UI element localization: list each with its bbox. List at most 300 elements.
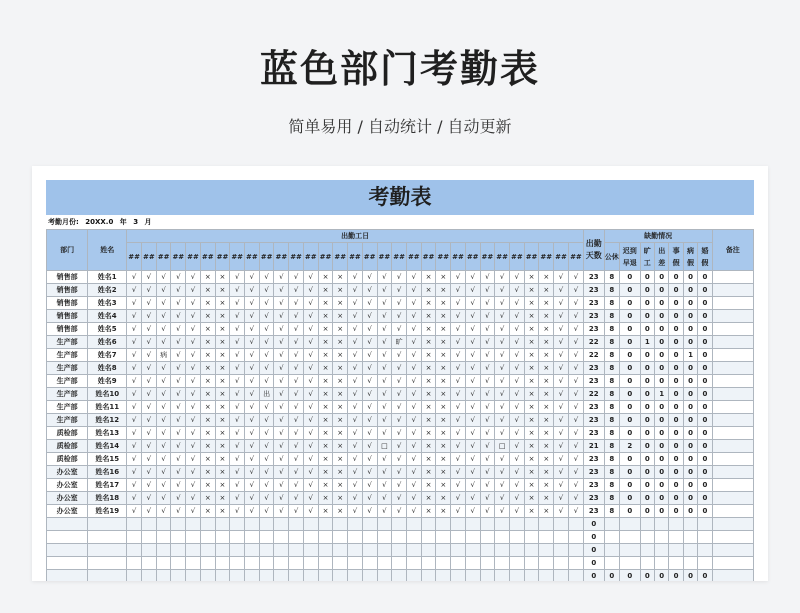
day-mark-cell[interactable]: √ <box>274 297 289 310</box>
day-mark-cell[interactable] <box>406 544 421 557</box>
day-mark-cell[interactable]: × <box>318 375 333 388</box>
day-mark-cell[interactable] <box>465 518 480 531</box>
day-mark-cell[interactable]: √ <box>230 310 245 323</box>
day-mark-cell[interactable]: √ <box>377 401 392 414</box>
day-mark-cell[interactable]: × <box>436 297 451 310</box>
day-mark-cell[interactable]: √ <box>392 479 407 492</box>
day-mark-cell[interactable]: √ <box>377 297 392 310</box>
day-mark-cell[interactable]: √ <box>127 375 142 388</box>
day-mark-cell[interactable]: √ <box>480 323 495 336</box>
day-mark-cell[interactable]: × <box>215 362 230 375</box>
day-mark-cell[interactable]: √ <box>495 336 510 349</box>
day-mark-cell[interactable]: √ <box>554 479 569 492</box>
day-mark-cell[interactable]: √ <box>348 440 363 453</box>
day-mark-cell[interactable]: √ <box>186 388 201 401</box>
day-mark-cell[interactable]: × <box>333 479 348 492</box>
day-mark-cell[interactable]: √ <box>509 453 524 466</box>
day-mark-cell[interactable]: √ <box>348 284 363 297</box>
day-mark-cell[interactable]: √ <box>186 297 201 310</box>
day-mark-cell[interactable] <box>421 544 436 557</box>
day-mark-cell[interactable]: × <box>215 310 230 323</box>
day-mark-cell[interactable] <box>495 544 510 557</box>
day-mark-cell[interactable]: √ <box>509 401 524 414</box>
remark-cell[interactable] <box>712 466 753 479</box>
day-mark-cell[interactable] <box>392 531 407 544</box>
day-mark-cell[interactable]: √ <box>392 375 407 388</box>
day-mark-cell[interactable]: √ <box>245 336 260 349</box>
day-mark-cell[interactable] <box>259 570 274 582</box>
day-mark-cell[interactable]: √ <box>509 466 524 479</box>
day-mark-cell[interactable]: × <box>539 349 554 362</box>
day-mark-cell[interactable]: √ <box>406 427 421 440</box>
day-mark-cell[interactable]: × <box>539 505 554 518</box>
day-mark-cell[interactable]: × <box>421 453 436 466</box>
day-mark-cell[interactable]: √ <box>554 427 569 440</box>
name-cell[interactable] <box>88 557 127 570</box>
day-mark-cell[interactable]: √ <box>127 271 142 284</box>
day-mark-cell[interactable]: √ <box>406 362 421 375</box>
day-mark-cell[interactable]: √ <box>509 388 524 401</box>
day-mark-cell[interactable]: √ <box>142 271 157 284</box>
day-mark-cell[interactable]: × <box>318 427 333 440</box>
day-mark-cell[interactable]: × <box>539 310 554 323</box>
day-mark-cell[interactable]: √ <box>509 310 524 323</box>
dept-cell[interactable]: 销售部 <box>47 297 88 310</box>
day-mark-cell[interactable]: √ <box>495 492 510 505</box>
day-mark-cell[interactable] <box>289 557 304 570</box>
dept-cell[interactable] <box>47 557 88 570</box>
day-mark-cell[interactable]: × <box>524 479 539 492</box>
day-mark-cell[interactable]: √ <box>230 479 245 492</box>
day-mark-cell[interactable]: √ <box>171 505 186 518</box>
day-mark-cell[interactable] <box>215 544 230 557</box>
dept-cell[interactable]: 生产部 <box>47 336 88 349</box>
day-mark-cell[interactable] <box>156 557 171 570</box>
day-mark-cell[interactable]: √ <box>509 284 524 297</box>
day-mark-cell[interactable]: √ <box>465 271 480 284</box>
day-mark-cell[interactable]: √ <box>554 323 569 336</box>
day-mark-cell[interactable] <box>200 518 215 531</box>
day-mark-cell[interactable]: √ <box>362 323 377 336</box>
day-mark-cell[interactable] <box>524 557 539 570</box>
day-mark-cell[interactable]: √ <box>554 297 569 310</box>
day-mark-cell[interactable]: √ <box>495 388 510 401</box>
day-mark-cell[interactable]: √ <box>392 284 407 297</box>
day-mark-cell[interactable]: √ <box>127 427 142 440</box>
dept-cell[interactable]: 质检部 <box>47 453 88 466</box>
day-mark-cell[interactable]: √ <box>186 336 201 349</box>
name-cell[interactable]: 姓名17 <box>88 479 127 492</box>
day-mark-cell[interactable]: □ <box>495 440 510 453</box>
day-mark-cell[interactable]: √ <box>274 349 289 362</box>
day-mark-cell[interactable]: √ <box>245 466 260 479</box>
day-mark-cell[interactable]: × <box>436 453 451 466</box>
day-mark-cell[interactable]: × <box>421 492 436 505</box>
day-mark-cell[interactable]: √ <box>156 284 171 297</box>
day-mark-cell[interactable]: √ <box>303 505 318 518</box>
day-mark-cell[interactable]: × <box>215 271 230 284</box>
day-mark-cell[interactable]: √ <box>156 310 171 323</box>
day-mark-cell[interactable]: √ <box>348 362 363 375</box>
day-mark-cell[interactable]: √ <box>259 414 274 427</box>
day-mark-cell[interactable]: √ <box>142 440 157 453</box>
day-mark-cell[interactable]: √ <box>377 492 392 505</box>
day-mark-cell[interactable]: √ <box>245 349 260 362</box>
day-mark-cell[interactable]: √ <box>171 349 186 362</box>
day-mark-cell[interactable] <box>436 557 451 570</box>
remark-cell[interactable] <box>712 440 753 453</box>
day-mark-cell[interactable]: × <box>436 336 451 349</box>
day-mark-cell[interactable]: √ <box>509 492 524 505</box>
day-mark-cell[interactable]: √ <box>392 492 407 505</box>
day-mark-cell[interactable]: √ <box>127 388 142 401</box>
day-mark-cell[interactable]: √ <box>186 362 201 375</box>
day-mark-cell[interactable] <box>303 518 318 531</box>
day-mark-cell[interactable]: √ <box>377 479 392 492</box>
day-mark-cell[interactable]: √ <box>230 336 245 349</box>
day-mark-cell[interactable]: √ <box>392 349 407 362</box>
day-mark-cell[interactable]: √ <box>245 388 260 401</box>
day-mark-cell[interactable]: √ <box>362 479 377 492</box>
day-mark-cell[interactable] <box>495 531 510 544</box>
day-mark-cell[interactable]: √ <box>568 375 583 388</box>
day-mark-cell[interactable]: √ <box>274 414 289 427</box>
day-mark-cell[interactable]: × <box>200 414 215 427</box>
day-mark-cell[interactable] <box>348 531 363 544</box>
day-mark-cell[interactable] <box>554 544 569 557</box>
day-mark-cell[interactable]: √ <box>465 427 480 440</box>
day-mark-cell[interactable]: √ <box>127 323 142 336</box>
day-mark-cell[interactable] <box>421 518 436 531</box>
day-mark-cell[interactable]: × <box>200 323 215 336</box>
day-mark-cell[interactable] <box>392 518 407 531</box>
day-mark-cell[interactable]: √ <box>171 323 186 336</box>
day-mark-cell[interactable]: √ <box>377 362 392 375</box>
day-mark-cell[interactable]: √ <box>392 440 407 453</box>
day-mark-cell[interactable]: √ <box>303 310 318 323</box>
day-mark-cell[interactable] <box>156 570 171 582</box>
day-mark-cell[interactable]: √ <box>348 453 363 466</box>
day-mark-cell[interactable]: √ <box>509 427 524 440</box>
day-mark-cell[interactable] <box>186 531 201 544</box>
name-cell[interactable] <box>88 518 127 531</box>
day-mark-cell[interactable]: √ <box>568 479 583 492</box>
day-mark-cell[interactable]: √ <box>554 310 569 323</box>
name-cell[interactable]: 姓名9 <box>88 375 127 388</box>
dept-cell[interactable]: 办公室 <box>47 492 88 505</box>
day-mark-cell[interactable]: √ <box>245 362 260 375</box>
day-mark-cell[interactable]: √ <box>289 440 304 453</box>
day-mark-cell[interactable]: × <box>524 271 539 284</box>
remark-cell[interactable] <box>712 427 753 440</box>
day-mark-cell[interactable]: √ <box>509 479 524 492</box>
day-mark-cell[interactable] <box>451 531 466 544</box>
day-mark-cell[interactable]: √ <box>289 414 304 427</box>
day-mark-cell[interactable]: √ <box>480 466 495 479</box>
day-mark-cell[interactable] <box>509 531 524 544</box>
day-mark-cell[interactable] <box>495 570 510 582</box>
day-mark-cell[interactable]: √ <box>245 271 260 284</box>
day-mark-cell[interactable]: × <box>318 492 333 505</box>
day-mark-cell[interactable]: √ <box>392 310 407 323</box>
day-mark-cell[interactable]: √ <box>362 427 377 440</box>
remark-cell[interactable] <box>712 479 753 492</box>
day-mark-cell[interactable]: √ <box>568 362 583 375</box>
day-mark-cell[interactable] <box>318 570 333 582</box>
day-mark-cell[interactable] <box>377 531 392 544</box>
day-mark-cell[interactable]: √ <box>186 271 201 284</box>
day-mark-cell[interactable] <box>274 518 289 531</box>
day-mark-cell[interactable] <box>406 518 421 531</box>
day-mark-cell[interactable]: × <box>421 323 436 336</box>
day-mark-cell[interactable]: × <box>421 479 436 492</box>
day-mark-cell[interactable]: √ <box>406 284 421 297</box>
dept-cell[interactable]: 销售部 <box>47 310 88 323</box>
day-mark-cell[interactable]: × <box>333 271 348 284</box>
day-mark-cell[interactable]: × <box>200 362 215 375</box>
remark-cell[interactable] <box>712 388 753 401</box>
day-mark-cell[interactable]: √ <box>495 375 510 388</box>
day-mark-cell[interactable]: √ <box>348 427 363 440</box>
day-mark-cell[interactable]: √ <box>348 323 363 336</box>
remark-cell[interactable] <box>712 505 753 518</box>
day-mark-cell[interactable]: √ <box>362 388 377 401</box>
month-value[interactable]: 3 <box>133 218 139 226</box>
dept-cell[interactable]: 销售部 <box>47 323 88 336</box>
day-mark-cell[interactable] <box>524 570 539 582</box>
day-mark-cell[interactable]: √ <box>362 414 377 427</box>
day-mark-cell[interactable] <box>303 544 318 557</box>
day-mark-cell[interactable]: √ <box>230 375 245 388</box>
day-mark-cell[interactable]: √ <box>362 310 377 323</box>
day-mark-cell[interactable]: √ <box>127 284 142 297</box>
day-mark-cell[interactable]: √ <box>156 492 171 505</box>
day-mark-cell[interactable] <box>348 557 363 570</box>
day-mark-cell[interactable]: √ <box>568 401 583 414</box>
day-mark-cell[interactable]: √ <box>142 310 157 323</box>
day-mark-cell[interactable]: √ <box>303 349 318 362</box>
day-mark-cell[interactable]: √ <box>186 310 201 323</box>
day-mark-cell[interactable]: √ <box>362 297 377 310</box>
day-mark-cell[interactable]: × <box>524 440 539 453</box>
day-mark-cell[interactable]: √ <box>142 453 157 466</box>
day-mark-cell[interactable]: √ <box>392 466 407 479</box>
day-mark-cell[interactable]: √ <box>259 427 274 440</box>
day-mark-cell[interactable]: √ <box>230 271 245 284</box>
day-mark-cell[interactable]: × <box>318 401 333 414</box>
day-mark-cell[interactable]: √ <box>568 466 583 479</box>
day-mark-cell[interactable]: √ <box>289 310 304 323</box>
day-mark-cell[interactable]: × <box>333 388 348 401</box>
day-mark-cell[interactable]: × <box>318 362 333 375</box>
name-cell[interactable] <box>88 544 127 557</box>
day-mark-cell[interactable]: × <box>200 427 215 440</box>
day-mark-cell[interactable]: √ <box>156 323 171 336</box>
day-mark-cell[interactable]: √ <box>554 271 569 284</box>
day-mark-cell[interactable]: √ <box>186 349 201 362</box>
name-cell[interactable]: 姓名11 <box>88 401 127 414</box>
day-mark-cell[interactable]: √ <box>392 453 407 466</box>
day-mark-cell[interactable]: √ <box>348 466 363 479</box>
day-mark-cell[interactable] <box>465 557 480 570</box>
day-mark-cell[interactable] <box>436 518 451 531</box>
day-mark-cell[interactable]: × <box>539 336 554 349</box>
day-mark-cell[interactable]: × <box>524 427 539 440</box>
day-mark-cell[interactable]: √ <box>186 414 201 427</box>
day-mark-cell[interactable]: × <box>318 453 333 466</box>
remark-cell[interactable] <box>712 323 753 336</box>
day-mark-cell[interactable]: √ <box>274 284 289 297</box>
day-mark-cell[interactable]: × <box>333 505 348 518</box>
day-mark-cell[interactable]: × <box>539 401 554 414</box>
day-mark-cell[interactable] <box>524 544 539 557</box>
day-mark-cell[interactable] <box>554 570 569 582</box>
day-mark-cell[interactable]: √ <box>303 479 318 492</box>
day-mark-cell[interactable]: √ <box>127 479 142 492</box>
day-mark-cell[interactable]: × <box>421 401 436 414</box>
day-mark-cell[interactable]: √ <box>230 362 245 375</box>
day-mark-cell[interactable] <box>377 518 392 531</box>
day-mark-cell[interactable] <box>318 531 333 544</box>
day-mark-cell[interactable]: √ <box>480 336 495 349</box>
day-mark-cell[interactable]: × <box>333 284 348 297</box>
day-mark-cell[interactable]: × <box>200 310 215 323</box>
day-mark-cell[interactable]: √ <box>274 388 289 401</box>
name-cell[interactable] <box>88 570 127 582</box>
remark-cell[interactable] <box>712 349 753 362</box>
remark-cell[interactable] <box>712 453 753 466</box>
day-mark-cell[interactable]: √ <box>348 375 363 388</box>
day-mark-cell[interactable]: √ <box>406 388 421 401</box>
day-mark-cell[interactable] <box>215 557 230 570</box>
day-mark-cell[interactable]: × <box>539 271 554 284</box>
day-mark-cell[interactable]: × <box>436 414 451 427</box>
day-mark-cell[interactable]: √ <box>495 271 510 284</box>
day-mark-cell[interactable]: √ <box>245 375 260 388</box>
day-mark-cell[interactable]: √ <box>348 349 363 362</box>
day-mark-cell[interactable]: √ <box>480 297 495 310</box>
day-mark-cell[interactable]: √ <box>289 479 304 492</box>
day-mark-cell[interactable] <box>451 544 466 557</box>
day-mark-cell[interactable]: × <box>318 271 333 284</box>
day-mark-cell[interactable] <box>289 531 304 544</box>
day-mark-cell[interactable] <box>230 544 245 557</box>
day-mark-cell[interactable]: √ <box>480 505 495 518</box>
name-cell[interactable]: 姓名2 <box>88 284 127 297</box>
day-mark-cell[interactable]: √ <box>362 401 377 414</box>
day-mark-cell[interactable]: √ <box>230 505 245 518</box>
name-cell[interactable]: 姓名3 <box>88 297 127 310</box>
remark-cell[interactable] <box>712 531 753 544</box>
day-mark-cell[interactable]: √ <box>465 297 480 310</box>
day-mark-cell[interactable]: × <box>539 362 554 375</box>
day-mark-cell[interactable] <box>259 557 274 570</box>
day-mark-cell[interactable]: √ <box>274 401 289 414</box>
day-mark-cell[interactable]: √ <box>406 453 421 466</box>
dept-cell[interactable]: 办公室 <box>47 505 88 518</box>
day-mark-cell[interactable]: × <box>524 362 539 375</box>
day-mark-cell[interactable]: 病 <box>156 349 171 362</box>
day-mark-cell[interactable]: √ <box>568 427 583 440</box>
day-mark-cell[interactable]: √ <box>568 440 583 453</box>
day-mark-cell[interactable]: × <box>524 505 539 518</box>
day-mark-cell[interactable] <box>245 557 260 570</box>
dept-cell[interactable]: 销售部 <box>47 271 88 284</box>
day-mark-cell[interactable]: × <box>539 388 554 401</box>
day-mark-cell[interactable]: 旷 <box>392 336 407 349</box>
day-mark-cell[interactable]: × <box>524 401 539 414</box>
dept-cell[interactable]: 质检部 <box>47 427 88 440</box>
day-mark-cell[interactable]: √ <box>465 284 480 297</box>
day-mark-cell[interactable]: √ <box>568 505 583 518</box>
day-mark-cell[interactable]: × <box>436 427 451 440</box>
day-mark-cell[interactable]: × <box>200 284 215 297</box>
day-mark-cell[interactable]: √ <box>568 284 583 297</box>
day-mark-cell[interactable] <box>480 531 495 544</box>
day-mark-cell[interactable] <box>171 557 186 570</box>
day-mark-cell[interactable] <box>127 544 142 557</box>
day-mark-cell[interactable] <box>318 518 333 531</box>
remark-cell[interactable] <box>712 492 753 505</box>
day-mark-cell[interactable]: √ <box>362 505 377 518</box>
day-mark-cell[interactable]: √ <box>362 336 377 349</box>
day-mark-cell[interactable] <box>171 518 186 531</box>
day-mark-cell[interactable]: √ <box>245 427 260 440</box>
day-mark-cell[interactable]: √ <box>156 427 171 440</box>
day-mark-cell[interactable]: √ <box>303 427 318 440</box>
day-mark-cell[interactable]: √ <box>127 440 142 453</box>
day-mark-cell[interactable]: √ <box>303 271 318 284</box>
day-mark-cell[interactable]: √ <box>392 505 407 518</box>
day-mark-cell[interactable] <box>480 570 495 582</box>
day-mark-cell[interactable]: √ <box>186 479 201 492</box>
day-mark-cell[interactable] <box>509 518 524 531</box>
day-mark-cell[interactable]: √ <box>451 336 466 349</box>
day-mark-cell[interactable]: √ <box>362 375 377 388</box>
day-mark-cell[interactable]: √ <box>392 297 407 310</box>
day-mark-cell[interactable]: √ <box>480 271 495 284</box>
day-mark-cell[interactable]: √ <box>142 479 157 492</box>
day-mark-cell[interactable]: √ <box>171 492 186 505</box>
day-mark-cell[interactable]: √ <box>142 414 157 427</box>
day-mark-cell[interactable] <box>186 544 201 557</box>
day-mark-cell[interactable]: √ <box>230 414 245 427</box>
day-mark-cell[interactable] <box>186 557 201 570</box>
day-mark-cell[interactable]: √ <box>245 453 260 466</box>
remark-cell[interactable] <box>712 401 753 414</box>
day-mark-cell[interactable]: √ <box>362 271 377 284</box>
day-mark-cell[interactable] <box>318 544 333 557</box>
day-mark-cell[interactable]: √ <box>186 505 201 518</box>
day-mark-cell[interactable]: × <box>200 336 215 349</box>
day-mark-cell[interactable]: √ <box>230 466 245 479</box>
day-mark-cell[interactable] <box>274 531 289 544</box>
day-mark-cell[interactable]: √ <box>554 362 569 375</box>
day-mark-cell[interactable]: √ <box>480 375 495 388</box>
day-mark-cell[interactable]: √ <box>289 505 304 518</box>
day-mark-cell[interactable]: √ <box>509 505 524 518</box>
day-mark-cell[interactable]: √ <box>127 414 142 427</box>
day-mark-cell[interactable]: × <box>436 375 451 388</box>
day-mark-cell[interactable]: × <box>436 440 451 453</box>
day-mark-cell[interactable]: √ <box>480 427 495 440</box>
dept-cell[interactable]: 生产部 <box>47 375 88 388</box>
day-mark-cell[interactable] <box>348 570 363 582</box>
day-mark-cell[interactable] <box>406 570 421 582</box>
day-mark-cell[interactable]: √ <box>259 479 274 492</box>
day-mark-cell[interactable]: √ <box>171 336 186 349</box>
day-mark-cell[interactable] <box>568 557 583 570</box>
